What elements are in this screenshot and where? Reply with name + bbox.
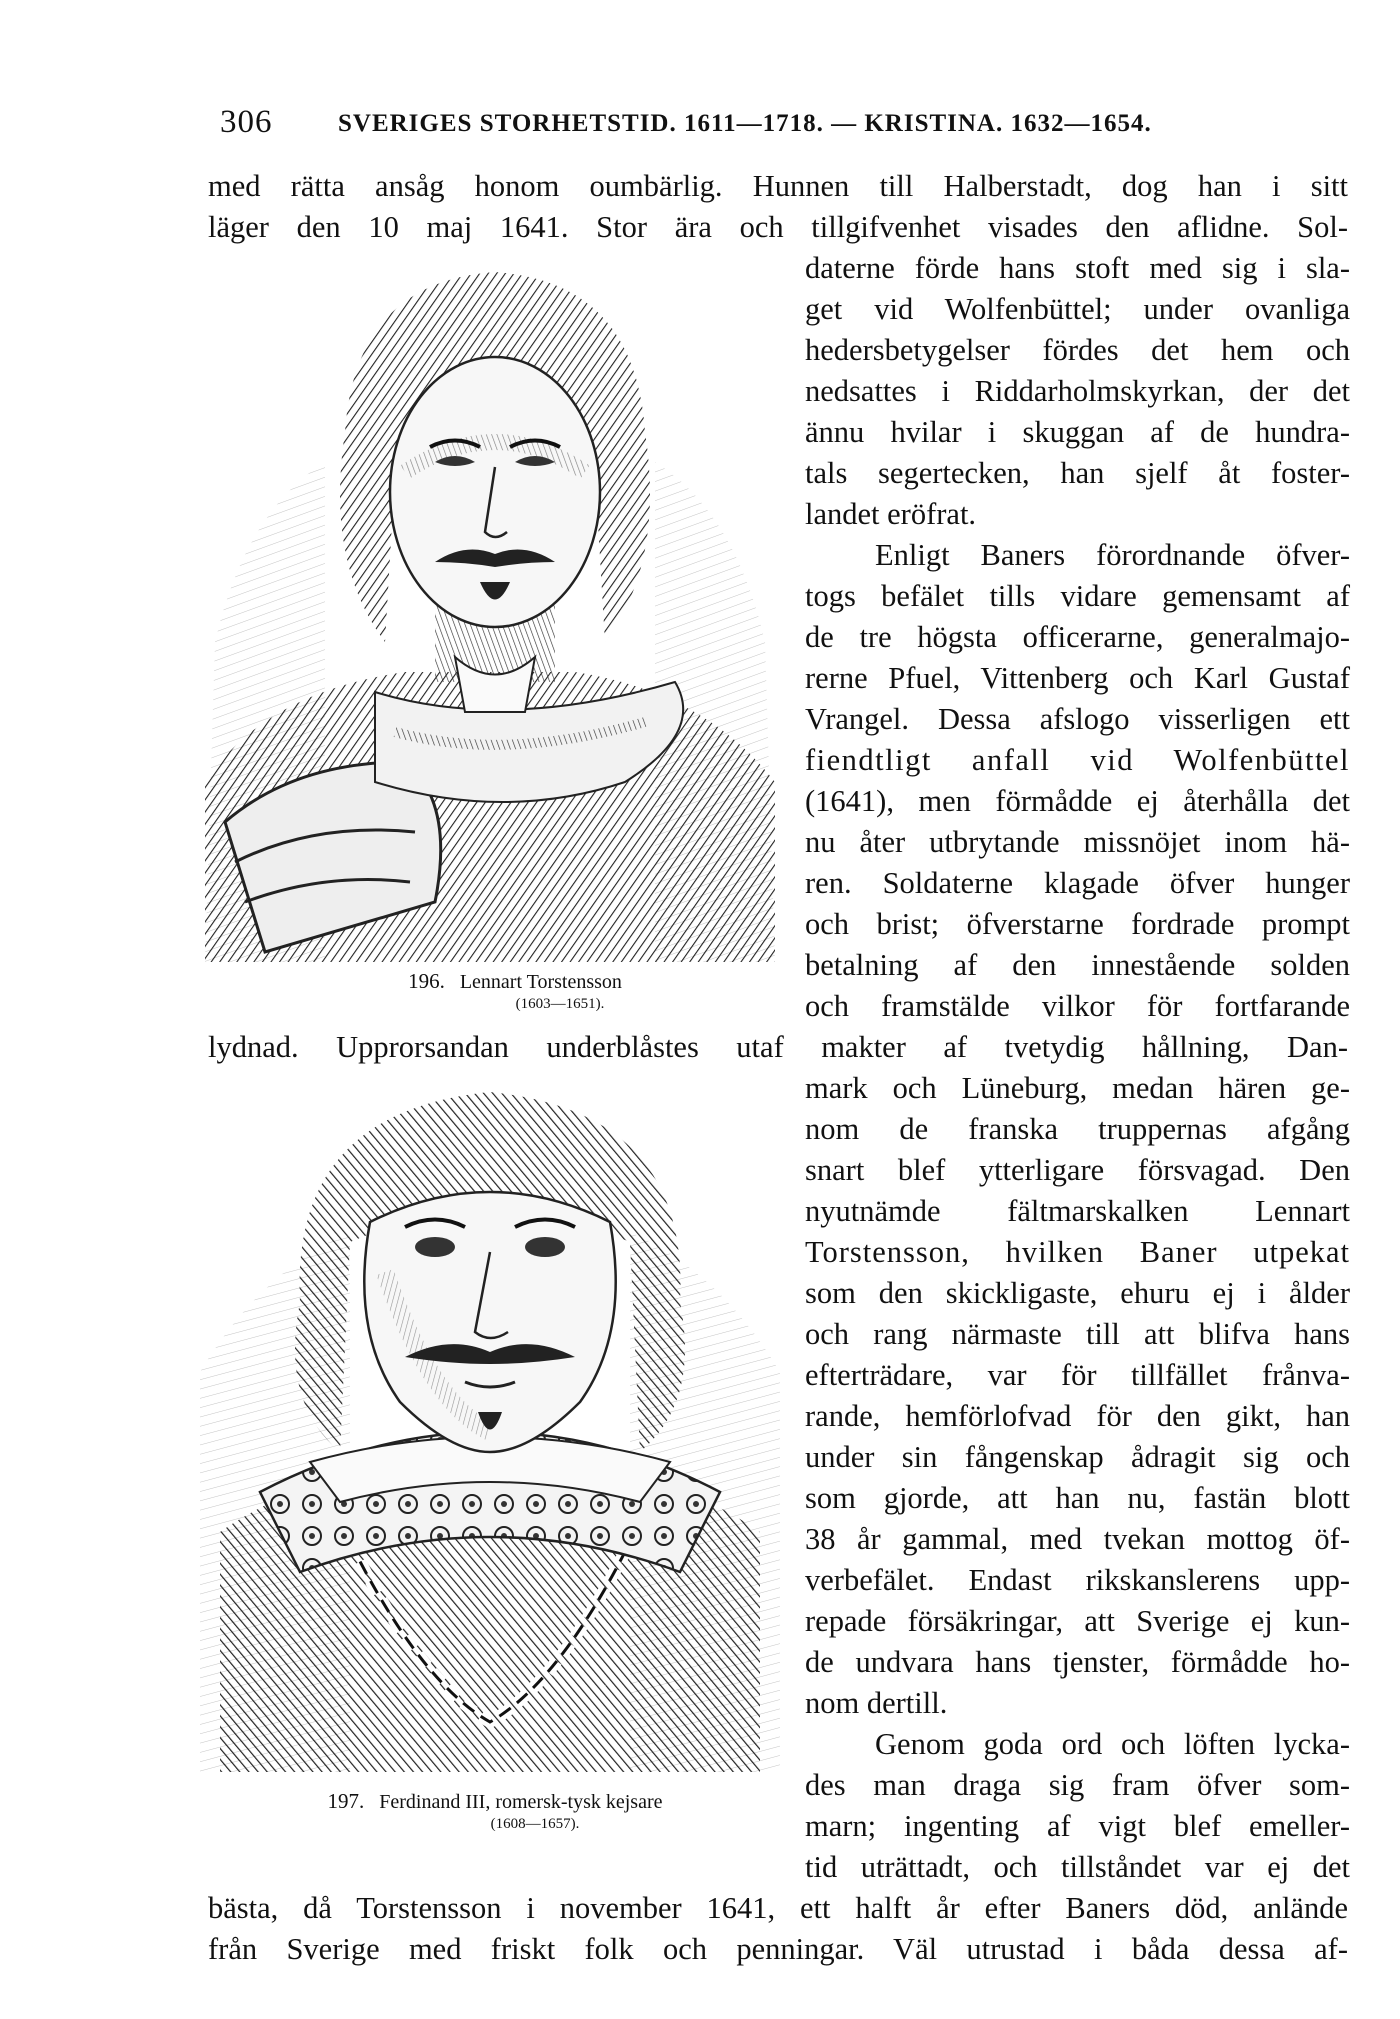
text-line: ren. Soldaterne klagade öfver hunger: [805, 866, 1350, 900]
text-line: Enligt Baners förordnande öfver-: [875, 538, 1350, 572]
figure-196-caption: [315, 970, 715, 1015]
text-line: läger den 10 maj 1641. Stor ära och tillgifvenhet visades den aflidne. Sol-: [208, 210, 1348, 244]
text-line: mark och Lüneburg, medan hären ge-: [805, 1071, 1350, 1105]
text-line: och brist; öfverstarne fordrade prompt: [805, 907, 1350, 941]
text-line: hedersbetygelser fördes det hem och: [805, 333, 1350, 367]
figure-196-years: (1603—1651).: [515, 996, 605, 1012]
text-line: som gjorde, att han nu, fastän blott: [805, 1481, 1350, 1515]
text-line: och rang närmaste till att blifva hans: [805, 1317, 1350, 1351]
figure-196-number: 196.: [408, 969, 445, 993]
running-title: SVERIGES STORHETSTID. 1611—1718. — KRISTINA. 1632—1654.: [338, 110, 1152, 137]
text-line: des man draga sig fram öfver som-: [805, 1768, 1350, 1802]
text-line: från Sverige med friskt folk och penningar. Väl utrustad i båda dessa af-: [208, 1932, 1348, 1966]
text-line: Genom goda ord och löften lycka-: [875, 1727, 1350, 1761]
page-number: 306: [220, 104, 273, 140]
text-line: nu åter utbrytande missnöjet inom hä-: [805, 825, 1350, 859]
text-line: fiendtligt anfall vid Wolfenbüttel: [805, 743, 1350, 777]
text-line: och framstälde vilkor för fortfarande: [805, 989, 1350, 1023]
text-line: togs befälet tills vidare gemensamt af: [805, 579, 1350, 613]
text-line: rande, hemförlofvad för den gikt, han: [805, 1399, 1350, 1433]
text-line: Torstensson, hvilken Baner utpekat: [805, 1235, 1350, 1269]
text-line: tals segertecken, han sjelf åt foster-: [805, 456, 1350, 490]
text-line: med rätta ansåg honom oumbärlig. Hunnen till Halberstadt, dog han i sitt: [208, 169, 1348, 203]
text-line: efterträdare, var för tillfället frånva-: [805, 1358, 1350, 1392]
figure-197-number: 197.: [327, 1789, 365, 1813]
text-line: som den skickligaste, ehuru ej i ålder: [805, 1276, 1350, 1310]
figure-197-caption: [235, 1790, 755, 1835]
text-line: verbefälet. Endast rikskanslerens upp-: [805, 1563, 1350, 1597]
text-line: ännu hvilar i skuggan af de hundra-: [805, 415, 1350, 449]
text-line: Vrangel. Dessa afslogo visserligen ett: [805, 702, 1350, 736]
portrait-197-engraving: [200, 1072, 780, 1772]
text-line: (1641), men förmådde ej återhålla det: [805, 784, 1350, 818]
text-line: get vid Wolfenbüttel; under ovanliga: [805, 292, 1350, 326]
text-line: nyutnämde fältmarskalken Lennart: [805, 1194, 1350, 1228]
text-line: rerne Pfuel, Vittenberg och Karl Gustaf: [805, 661, 1350, 695]
text-line: nedsattes i Riddarholmskyrkan, der det: [805, 374, 1350, 408]
text-line: de undvara hans tjenster, förmådde ho-: [805, 1645, 1350, 1679]
text-line: de tre högsta officerarne, generalmajo-: [805, 620, 1350, 654]
text-line: nom de franska truppernas afgång: [805, 1112, 1350, 1146]
text-line: 38 år gammal, med tvekan mottog öf-: [805, 1522, 1350, 1556]
text-line: daterne förde hans stoft med sig i sla-: [805, 251, 1350, 285]
text-line: landet eröfrat.: [805, 497, 977, 531]
text-line: nom dertill.: [805, 1686, 948, 1720]
figure-196-name: Lennart Torstensson: [459, 971, 622, 993]
text-line: marn; ingenting af vigt blef emeller-: [805, 1809, 1350, 1843]
text-line: under sin fångenskap ådragit sig och: [805, 1440, 1350, 1474]
text-line: snart blef ytterligare försvagad. Den: [805, 1153, 1350, 1187]
portrait-196-engraving: [205, 262, 775, 962]
text-line: betalning af den innestående solden: [805, 948, 1350, 982]
page-header: [210, 104, 1350, 144]
text-line: repade försäkringar, att Sverige ej kun-: [805, 1604, 1350, 1638]
figure-197-name: Ferdinand III, romersk-tysk kejsare: [379, 1791, 663, 1813]
text-line: lydnad. Upprorsandan underblåstes utaf makter af tvetydig hållning, Dan-: [208, 1030, 1348, 1064]
text-line: tid uträttadt, och tillståndet var ej det: [805, 1850, 1350, 1884]
figure-197-years: (1608—1657).: [490, 1816, 580, 1832]
text-line: bästa, då Torstensson i november 1641, ett halft år efter Baners död, anlände: [208, 1891, 1348, 1925]
